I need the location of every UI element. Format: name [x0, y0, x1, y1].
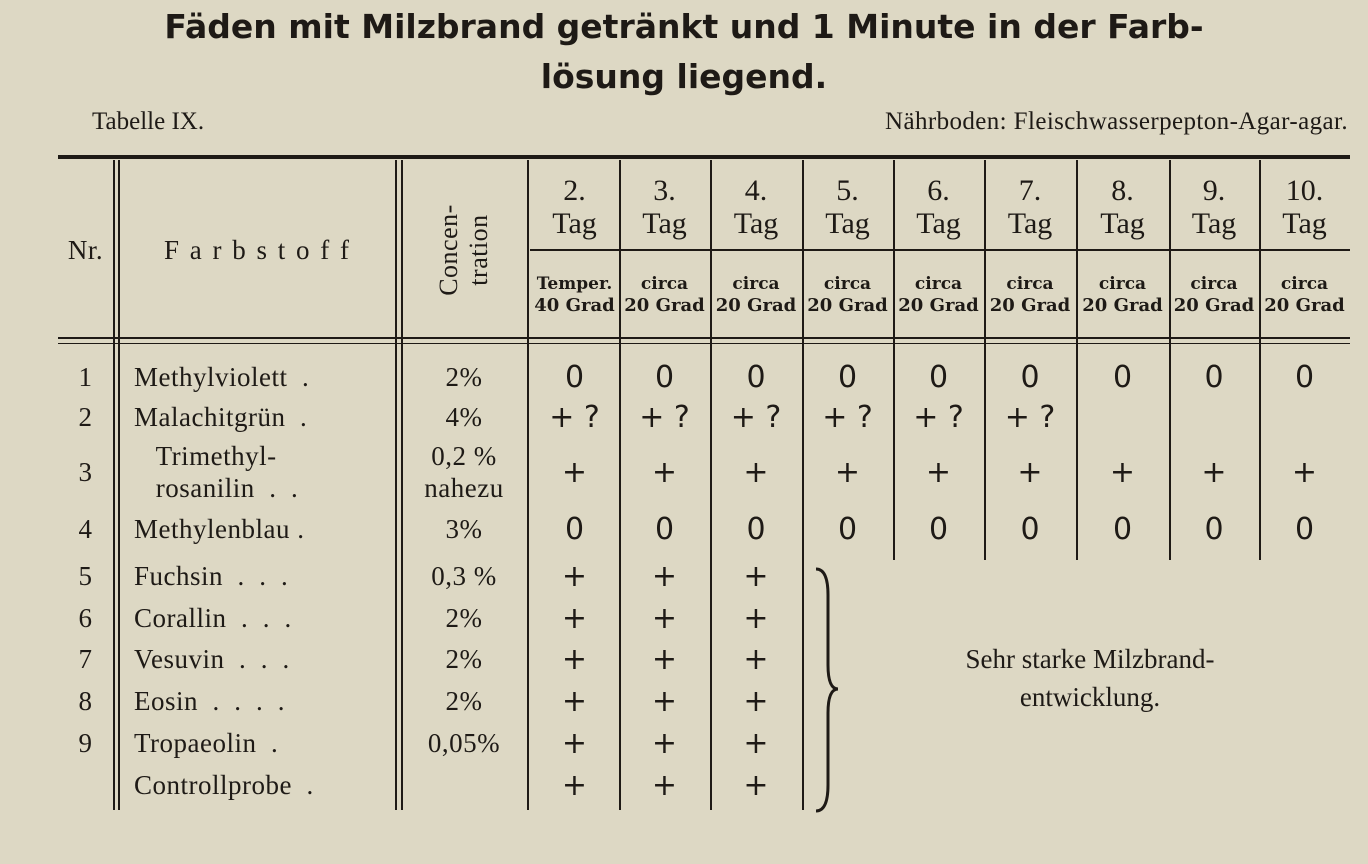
row-value: +: [561, 641, 588, 677]
row-value: +: [743, 683, 769, 719]
row-value: 0: [837, 359, 858, 395]
title-line-1: Fäden mit Milzbrand getränkt und 1 Minute in der Farb-: [164, 7, 1204, 46]
row-value: [1169, 597, 1259, 639]
row-farbstoff: Fuchsin . . .: [134, 561, 289, 591]
row-value: +: [651, 600, 678, 636]
row-value: +: [743, 600, 769, 636]
row-concentration: 2%: [445, 362, 483, 392]
row-value: 0: [654, 511, 675, 547]
row-value: +: [743, 454, 769, 490]
row-value: 0: [1020, 511, 1040, 547]
row-value: +: [743, 725, 769, 761]
row-value: 0: [1112, 511, 1133, 547]
row-value: +: [743, 558, 769, 594]
temperature-header-6: [893, 256, 984, 334]
day-number: 4.: [744, 174, 768, 207]
temperature-line-2: 20 Grad: [1173, 295, 1255, 316]
medium-label: Nährboden: Fleischwasserpepton-Agar-agar.: [885, 108, 1348, 135]
day-number: 2.: [563, 174, 586, 207]
day-tag: Tag: [1191, 207, 1237, 240]
row-nr: 1: [78, 361, 93, 392]
summary-note: [880, 640, 1300, 716]
row-nr: 2: [78, 401, 93, 432]
row-value: [984, 764, 1076, 806]
day-header-3: [619, 168, 710, 246]
row-value: + ?: [730, 399, 782, 435]
row-value: [893, 764, 984, 806]
row-nr: 8: [78, 685, 93, 716]
brace: [812, 565, 842, 815]
title-line-2: lösung liegend.: [540, 57, 828, 96]
row-value: +: [561, 683, 588, 719]
temperature-header-4: [710, 256, 802, 334]
row-value: +: [743, 641, 769, 677]
row-value: 0: [1204, 359, 1224, 395]
temperature-header-3: [619, 256, 710, 334]
day-header-9: [1169, 168, 1259, 246]
row-value: +: [561, 725, 588, 761]
row-farbstoff: Tropaeolin .: [134, 728, 279, 758]
day-header-5: [802, 168, 893, 246]
row-concentration: 0,2 % nahezu: [424, 441, 504, 503]
row-value: +: [651, 767, 678, 803]
row-concentration: 2%: [445, 603, 483, 633]
row-value: +: [1109, 454, 1136, 490]
temperature-line-2: 20 Grad: [715, 295, 797, 316]
row-value: +: [651, 641, 678, 677]
row-value: +: [561, 454, 588, 490]
row-nr: 4: [78, 513, 93, 544]
row-value: 0: [1020, 359, 1040, 395]
row-value: +: [1017, 454, 1043, 490]
day-number: 7.: [1018, 174, 1042, 207]
row-value: [1169, 396, 1259, 438]
day-tag: Tag: [642, 207, 687, 240]
day-tag: Tag: [916, 207, 961, 240]
row-value: 0: [564, 511, 585, 547]
column-rule-0a: [113, 160, 115, 810]
header-divider-rule: [530, 249, 1350, 251]
day-header-4: [710, 168, 802, 246]
row-value: [893, 722, 984, 764]
row-value: [893, 597, 984, 639]
temperature-line-1: Temper.: [536, 274, 613, 294]
note-line-2: entwicklung.: [1019, 682, 1161, 712]
day-number: 9.: [1202, 174, 1226, 207]
row-value: +: [561, 558, 588, 594]
row-concentration: 4%: [445, 402, 483, 432]
row-value: [984, 597, 1076, 639]
row-value: 0: [928, 359, 949, 395]
row-value: +: [651, 454, 678, 490]
row-value: [1259, 597, 1350, 639]
row-value: [893, 555, 984, 597]
day-number: 8.: [1111, 174, 1134, 207]
temperature-line-1: circa: [914, 274, 963, 294]
row-value: +: [651, 558, 678, 594]
day-number: 6.: [927, 174, 950, 207]
row-value: [1076, 396, 1169, 438]
temperature-header-9: [1169, 256, 1259, 334]
day-header-10: [1259, 168, 1350, 246]
temperature-line-1: circa: [732, 274, 780, 294]
row-nr: [58, 764, 113, 806]
temperature-line-1: circa: [1006, 274, 1054, 294]
row-value: +: [651, 725, 678, 761]
row-farbstoff: Controllprobe .: [134, 770, 314, 800]
row-farbstoff: Trimethyl- rosanilin . .: [155, 441, 299, 503]
row-value: +: [1291, 454, 1318, 490]
temperature-line-2: 20 Grad: [807, 295, 888, 316]
day-tag: Tag: [1282, 207, 1327, 240]
day-header-8: [1076, 168, 1169, 246]
day-tag: Tag: [552, 207, 597, 240]
row-value: +: [834, 454, 861, 490]
row-farbstoff: Malachitgrün .: [134, 402, 308, 432]
row-nr: 3: [78, 456, 93, 487]
day-header-2: [530, 168, 619, 246]
day-number: 3.: [653, 174, 676, 207]
row-value: + ?: [913, 399, 964, 435]
row-value: 0: [564, 359, 585, 395]
row-value: [1076, 597, 1169, 639]
temperature-header-10: [1259, 256, 1350, 334]
temperature-line-1: circa: [823, 274, 872, 294]
temperature-header-8: [1076, 256, 1169, 334]
row-value: + ?: [549, 399, 600, 435]
row-value: 0: [746, 359, 766, 395]
temperature-line-1: circa: [640, 274, 689, 294]
temperature-header-2: [530, 256, 619, 334]
header-concentration: [403, 165, 525, 335]
day-number: 5.: [836, 174, 859, 207]
row-value: + ?: [1004, 399, 1056, 435]
row-concentration: 3%: [445, 514, 483, 544]
temperature-header-5: [802, 256, 893, 334]
row-concentration: 0,05%: [427, 728, 501, 758]
row-value: 0: [928, 511, 949, 547]
row-nr: 7: [78, 643, 93, 674]
row-concentration: [403, 764, 525, 806]
row-nr: 5: [78, 560, 93, 591]
temperature-line-2: 20 Grad: [1082, 295, 1163, 316]
row-value: [1169, 555, 1259, 597]
row-value: 0: [1204, 511, 1224, 547]
row-nr: 9: [78, 727, 93, 758]
row-value: [1076, 764, 1169, 806]
row-farbstoff: Methylviolett .: [134, 362, 310, 392]
top-rule: [58, 155, 1350, 159]
row-value: +: [1201, 454, 1227, 490]
table-label: Tabelle IX.: [92, 108, 205, 135]
row-value: +: [651, 683, 678, 719]
day-tag: Tag: [733, 207, 779, 240]
temperature-line-2: 20 Grad: [989, 295, 1071, 316]
row-value: [1169, 764, 1259, 806]
row-value: [1259, 396, 1350, 438]
temperature-line-1: circa: [1098, 274, 1147, 294]
row-farbstoff: Eosin . . . .: [134, 686, 286, 716]
row-value: + ?: [639, 399, 690, 435]
row-value: +: [925, 454, 952, 490]
row-value: +: [561, 767, 588, 803]
conc-column-rule: [527, 160, 529, 810]
header-nr: Nr.: [67, 234, 104, 265]
row-value: [1259, 555, 1350, 597]
row-concentration: 2%: [445, 644, 483, 674]
temperature-header-7: [984, 256, 1076, 334]
header-farbstoff: F a r b s t o f f: [164, 234, 351, 265]
row-value: 0: [837, 511, 858, 547]
row-value: [984, 555, 1076, 597]
temperature-line-2: 40 Grad: [534, 295, 615, 316]
row-value: 0: [1294, 359, 1315, 395]
row-value: 0: [654, 359, 675, 395]
row-farbstoff: Corallin . . .: [134, 603, 292, 633]
row-farbstoff: Methylenblau .: [134, 514, 305, 544]
day-tag: Tag: [1007, 207, 1053, 240]
day-header-6: [893, 168, 984, 246]
day-tag: Tag: [825, 207, 870, 240]
day-tag: Tag: [1100, 207, 1145, 240]
header-bottom-rule: [58, 337, 1350, 339]
row-value: 0: [746, 511, 766, 547]
row-value: +: [743, 767, 769, 803]
note-line-1: Sehr starke Milzbrand-: [965, 644, 1215, 674]
temperature-line-1: circa: [1190, 274, 1238, 294]
row-value: + ?: [822, 399, 873, 435]
row-value: [1169, 722, 1259, 764]
row-value: 0: [1112, 359, 1133, 395]
temperature-line-1: circa: [1280, 274, 1329, 294]
temperature-line-2: 20 Grad: [898, 295, 979, 316]
row-nr: 6: [78, 602, 93, 633]
row-concentration: 2%: [445, 686, 483, 716]
temperature-line-2: 20 Grad: [1264, 295, 1345, 316]
row-concentration: 0,3 %: [431, 561, 497, 591]
header-bottom-rule-2: [58, 343, 1350, 344]
row-value: [984, 722, 1076, 764]
concentration-label: Concen- tration: [434, 204, 493, 296]
day-header-7: [984, 168, 1076, 246]
row-value: [1259, 722, 1350, 764]
row-value: [1259, 764, 1350, 806]
day-number: 10.: [1285, 174, 1324, 207]
temperature-line-2: 20 Grad: [624, 295, 705, 316]
row-value: 0: [1294, 511, 1315, 547]
row-value: +: [561, 600, 588, 636]
row-value: [1076, 555, 1169, 597]
row-farbstoff: Vesuvin . . .: [134, 644, 290, 674]
row-value: [1076, 722, 1169, 764]
